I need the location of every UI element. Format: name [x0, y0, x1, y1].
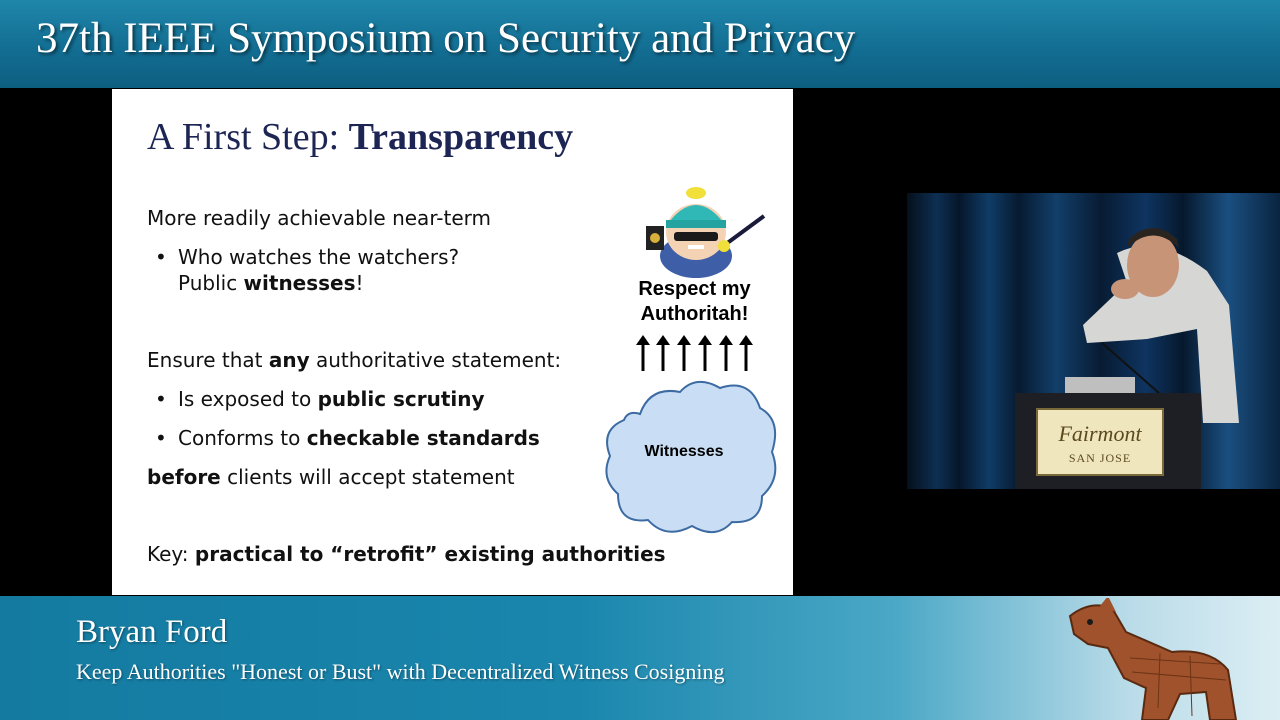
witnesses-label: Witnesses [644, 443, 724, 460]
respect-caption [617, 277, 772, 327]
any-bold: any [268, 348, 310, 372]
exclamation: ! [355, 271, 364, 295]
conforms-text: Conforms to [178, 426, 307, 450]
up-arrows-icon [632, 333, 762, 373]
bottom-banner [0, 596, 1280, 720]
before-bold: before [147, 465, 221, 489]
slide-line-ensure [147, 348, 561, 372]
authoritative-text: authoritative statement: [309, 348, 562, 372]
bullet-public-witnesses [178, 271, 364, 295]
slide-title-bold: Transparency [348, 116, 574, 158]
slide-title-plain: A First Step: [147, 116, 349, 158]
standards-bold: checkable standards [306, 426, 540, 450]
bullet-scrutiny [178, 387, 485, 411]
slide-title [147, 115, 573, 159]
clients-text: clients will accept statement [220, 465, 515, 489]
top-banner [0, 0, 1280, 88]
bullet-watchers: • Who watches the watchers? [178, 245, 459, 269]
slide-key-line [147, 542, 666, 566]
key-label: Key: [147, 542, 195, 566]
key-bold: practical to “retrofit” existing authorities [194, 542, 666, 566]
podium-sign-location: SAN JOSE [1068, 451, 1132, 465]
conference-title: 37th IEEE Symposium on Security and Privacy [36, 15, 856, 62]
slide-line-before [147, 465, 515, 489]
public-text: Public [178, 271, 244, 295]
ensure-text: Ensure that [147, 348, 269, 372]
bullet-standards [178, 426, 540, 450]
trojan-horse-logo [1060, 598, 1250, 720]
witnesses-bold: witnesses [243, 271, 356, 295]
talk-title: Keep Authorities "Honest or Bust" with Decentralized Witness Cosigning [76, 659, 725, 684]
slide-line-near-term: More readily achievable near-term [147, 206, 491, 230]
presentation-slide [112, 89, 793, 595]
podium-sign-brand: Fairmont [1058, 421, 1142, 446]
speaker-name: Bryan Ford [76, 614, 228, 650]
respect-line-2: Authoritah! [640, 303, 749, 325]
exposed-text: Is exposed to [178, 387, 318, 411]
respect-line-1: Respect my [638, 278, 751, 300]
speaker-video [907, 193, 1280, 489]
scrutiny-bold: public scrutiny [317, 387, 485, 411]
cartman-cop-illustration [634, 184, 774, 279]
